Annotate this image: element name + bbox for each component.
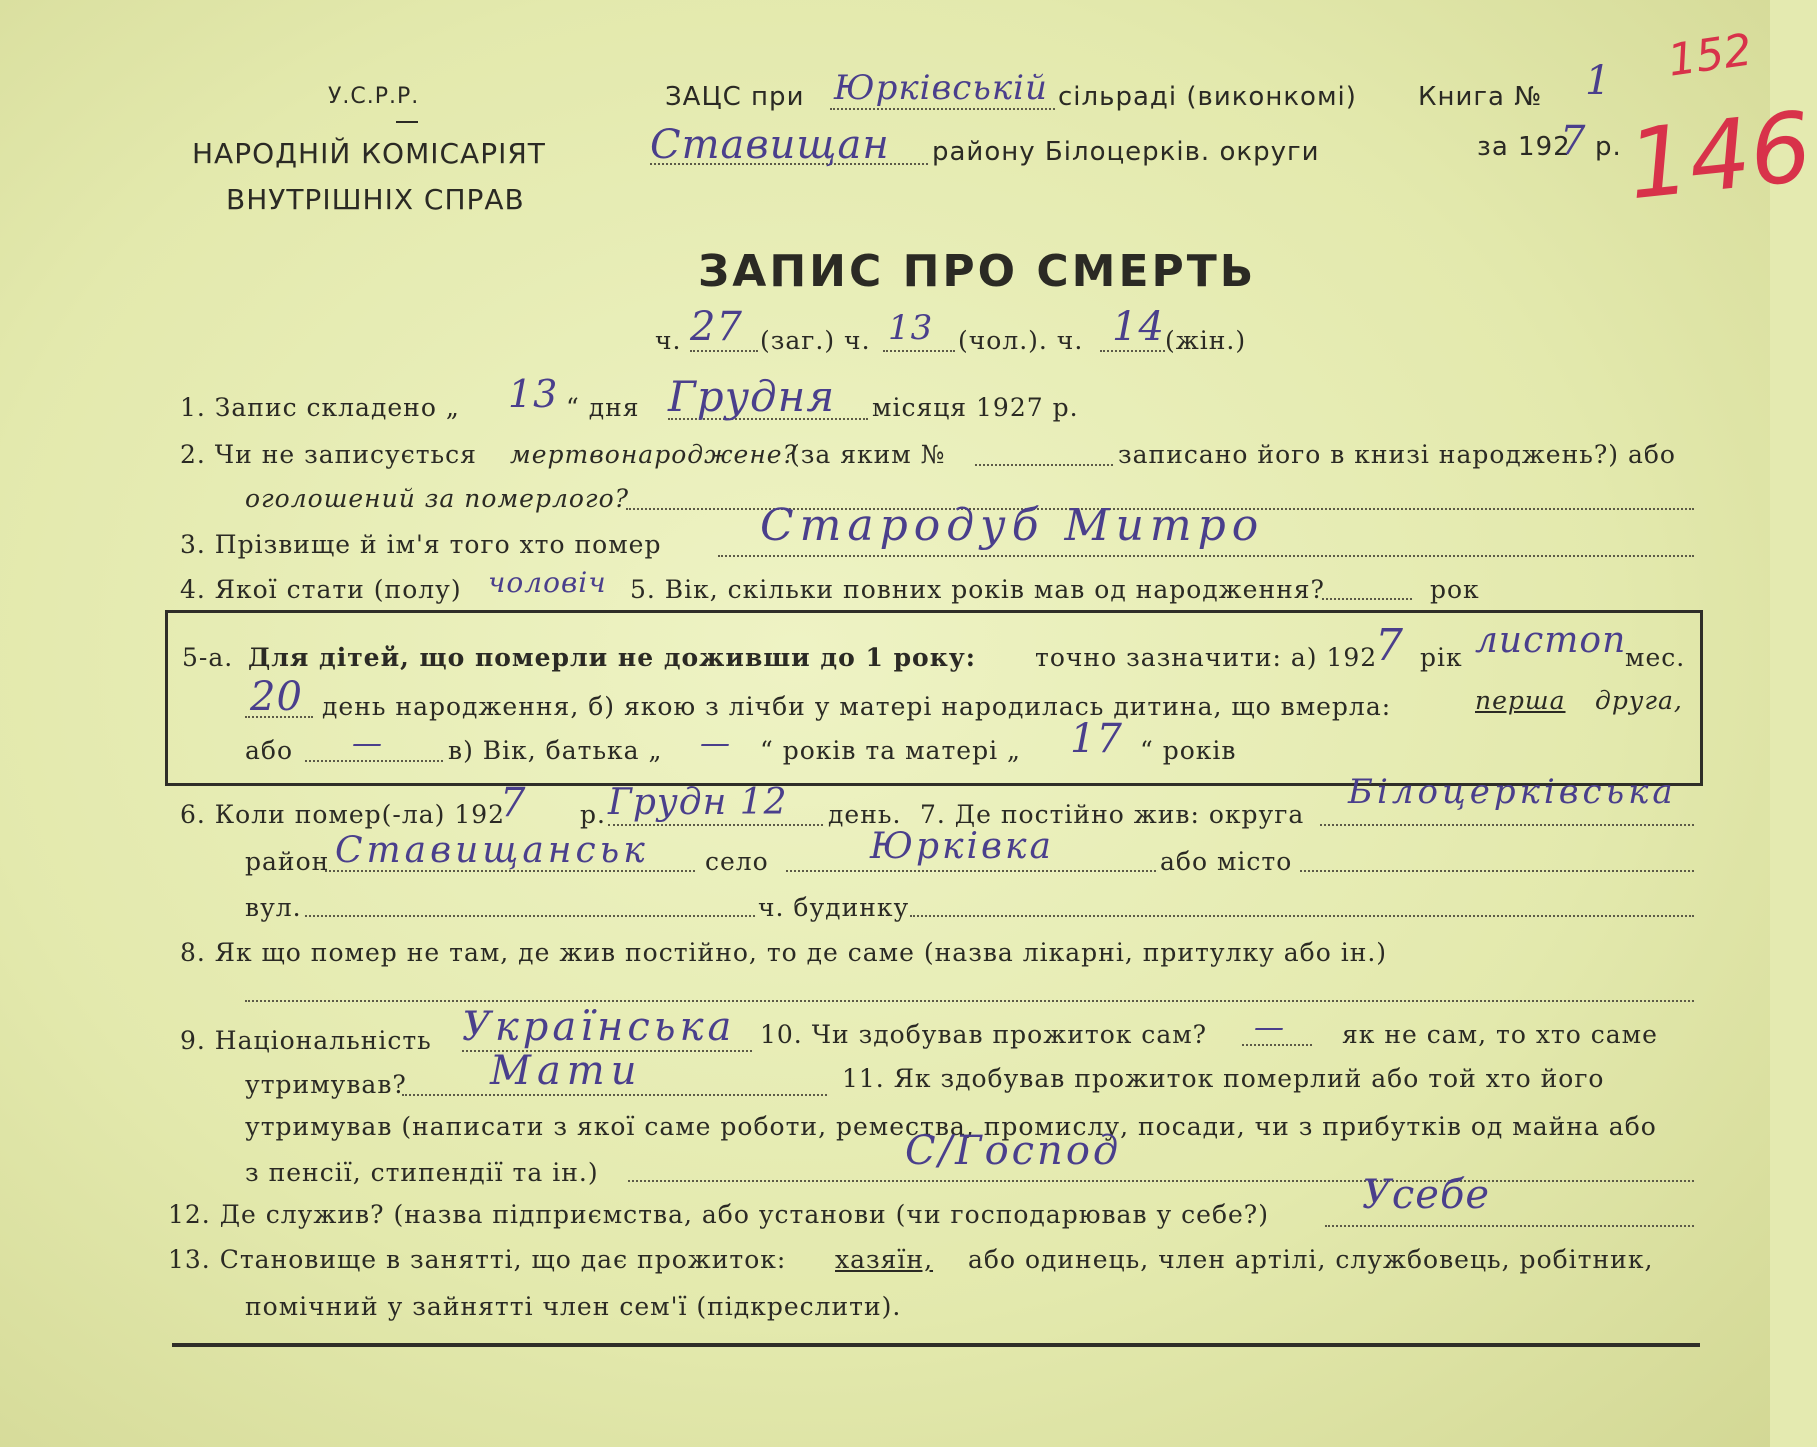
fill-line (883, 350, 955, 352)
fill-line (305, 915, 755, 917)
fill-line (910, 915, 1694, 917)
fill-line (786, 870, 1156, 872)
label: помічний у зайнятті член сем'ї (підкреслити). (245, 1292, 902, 1321)
label: мес. (1625, 643, 1686, 672)
label: ч. будинку (758, 893, 910, 922)
fill-line (245, 1000, 1694, 1002)
label: “ дня (566, 393, 640, 422)
label: утримував? (245, 1070, 407, 1099)
handwritten-supporter: Мати (490, 1048, 643, 1094)
handwritten-male-number: 13 (888, 308, 934, 348)
fill-line (1100, 350, 1165, 352)
field-7-label: 7. Де постійно жив: округа (920, 800, 1305, 829)
handwritten-deceased-name: Стародуб Митро (760, 500, 1265, 551)
field-6-label: 6. Коли помер(-ла) 192 (180, 800, 506, 829)
label: район (245, 847, 330, 876)
red-archive-number-small: 152 (1664, 24, 1756, 87)
label: хазяїн, (835, 1245, 934, 1274)
handwritten-dash: — (1254, 1010, 1285, 1045)
field-2-label: 2. Чи не записується (180, 440, 477, 469)
field-11-label: 11. Як здобував прожиток померлий або той хто його (842, 1064, 1605, 1093)
handwritten-birth-year: 7 (1375, 620, 1404, 671)
fill-line (830, 108, 1055, 110)
ussr-label: У.С.Р.Р. (328, 84, 420, 109)
page-title: ЗАПИС ПРО СМЕРТЬ (698, 246, 1257, 297)
fill-line (402, 1094, 827, 1096)
fill-line (1322, 598, 1412, 600)
divider (396, 121, 418, 123)
label: день народження, б) якою з лічби у матері народилась дитина, що вмерла: (322, 692, 1392, 721)
handwritten-total-number: 27 (690, 304, 743, 350)
label: (за яким № (790, 440, 946, 469)
handwritten-nationality: Українська (462, 1004, 736, 1050)
field-3-label: 3. Прізвище й ім'я того хто помер (180, 530, 662, 559)
label: “ років (1140, 736, 1237, 765)
label: рік (1420, 643, 1463, 672)
zags-prefix: ЗАЦС при (665, 82, 805, 112)
handwritten-mother-age: 17 (1070, 716, 1123, 762)
handwritten-book-number: 1 (1585, 58, 1612, 104)
handwritten-village: Юрківській (834, 68, 1048, 108)
label: день. (828, 800, 902, 829)
handwritten-occupation: С/Господ (905, 1128, 1122, 1174)
field-13-label: 13. Становище в занятті, що дає прожиток: (168, 1245, 787, 1274)
handwritten-death-date: Грудн 12 (608, 782, 788, 823)
bottom-rule (172, 1343, 1700, 1347)
handwritten-okruha: Білоцерківська (1348, 772, 1677, 812)
handwritten-district: Ставищан (650, 122, 890, 168)
handwritten-birth-day: 20 (250, 674, 303, 720)
fill-line (1300, 870, 1694, 872)
book-label: Книга № (1418, 82, 1543, 112)
fill-line (608, 824, 823, 826)
fill-line (1325, 1225, 1694, 1227)
field-5-label: 5. Вік, скільки повних років мав од народження? (630, 575, 1325, 604)
handwritten-sex: чоловіч (488, 566, 607, 599)
fill-line (718, 555, 1694, 557)
field-1-label: 1. Запис складено „ (180, 393, 460, 422)
handwritten-death-year: 7 (500, 780, 527, 826)
handwritten-female-number: 14 (1112, 304, 1165, 350)
commissariat-label: НАРОДНІЙ КОМІСАРІЯТ (192, 137, 546, 170)
fill-line (628, 1180, 1694, 1182)
label: Для дітей, що померли не доживши до 1 року: (248, 643, 977, 672)
fill-line (1320, 824, 1694, 826)
fill-line (690, 350, 758, 352)
label: (заг.) ч. (760, 326, 871, 355)
label: (чол.). ч. (958, 326, 1084, 355)
handwritten-father-age: — (700, 726, 731, 761)
label: або (245, 736, 294, 765)
handwritten-year-digit: 7 (1560, 118, 1587, 164)
label: друга, (1595, 686, 1683, 715)
year-suffix: р. (1595, 132, 1622, 162)
label: записано його в книзі народжень?) або (1118, 440, 1676, 469)
label: село (705, 847, 769, 876)
label: перша (1475, 686, 1566, 715)
field-9-label: 9. Національність (180, 1026, 432, 1055)
label: з пенсії, стипендії та ін.) (245, 1158, 599, 1187)
label: ч. (655, 326, 682, 355)
label: в) Вік, батька „ (448, 736, 663, 765)
label: оголошений за померлого? (245, 484, 630, 513)
handwritten-raion: Ставищанськ (335, 830, 649, 871)
label: або місто (1160, 847, 1293, 876)
red-archive-number-large: 146 (1622, 90, 1817, 222)
internal-affairs-label: ВНУТРІШНІХ СПРАВ (226, 183, 525, 216)
label: як не сам, то хто саме (1342, 1020, 1658, 1049)
handwritten-dash: — (352, 726, 383, 761)
handwritten-village-name: Юрківка (870, 826, 1054, 867)
handwritten-month: Грудня (668, 372, 836, 421)
field-12-label: 12. Де служив? (назва підприємства, або установи (чи господарював у себе?) (168, 1200, 1269, 1229)
label: вул. (245, 893, 302, 922)
label: точно зазначити: а) 192 (1035, 643, 1378, 672)
label: утримував (написати з якої саме роботи, ремества, промислу, посади, чи з прибутків од майна або (245, 1112, 1657, 1141)
handwritten-workplace: Усебе (1362, 1172, 1491, 1218)
field-10-label: 10. Чи здобував прожиток сам? (760, 1020, 1208, 1049)
handwritten-day: 13 (508, 372, 559, 416)
field-5a-label: 5-а. (182, 643, 234, 672)
field-4-label: 4. Якої стати (полу) (180, 575, 462, 604)
label: р. (580, 800, 606, 829)
label: або одинець, член артілі, службовець, робітник, (968, 1245, 1654, 1274)
label: місяця 1927 р. (872, 393, 1079, 422)
year-label: за 192 (1477, 132, 1571, 162)
district-suffix: району Білоцерків. округи (932, 137, 1320, 167)
label: (жін.) (1165, 326, 1247, 355)
handwritten-birth-month: листоп (1475, 620, 1627, 661)
label: “ років та матері „ (760, 736, 1021, 765)
zags-suffix: сільраді (виконкомі) (1058, 82, 1357, 112)
fill-line (975, 464, 1113, 466)
label: рок (1430, 575, 1480, 604)
label: мертвонароджене? (510, 440, 797, 469)
field-8-label: 8. Як що помер не там, де жив постійно, то де саме (назва лікарні, притулку або ін.) (180, 938, 1388, 967)
